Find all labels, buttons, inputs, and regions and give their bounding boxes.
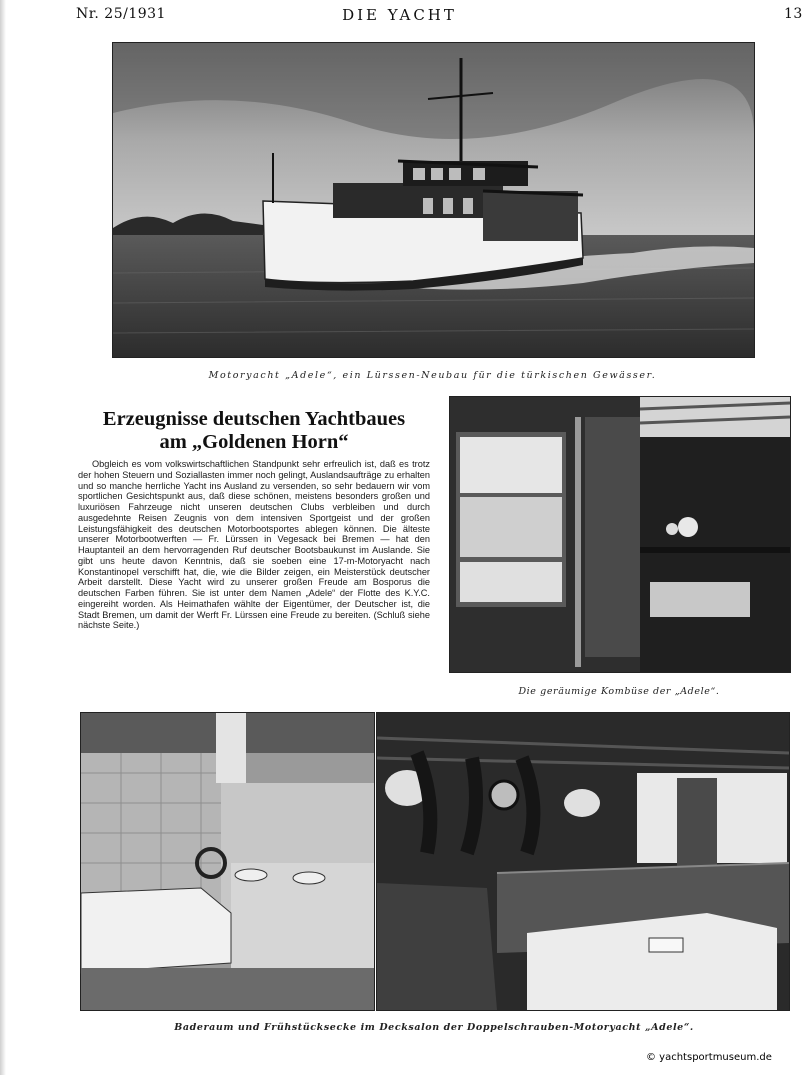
galley-photo-caption: Die geräumige Kombüse der „Adele“. [518, 686, 720, 697]
page-left-edge-shadow [0, 0, 6, 1075]
bottom-photos-caption: Baderaum und Frühstücksecke im Decksalon der Doppelschrauben-Motoryacht „Adele“. [174, 1022, 694, 1033]
yacht-photo [112, 42, 755, 358]
bathroom-photo [80, 712, 375, 1011]
headline-line-1: Erzeugnisse deutschen Yachtbaues [102, 408, 406, 430]
article-body [78, 459, 430, 631]
headline-line-2: am „Goldenen Horn“ [159, 431, 349, 453]
page-number: 13 [784, 6, 803, 22]
yacht-photo-caption: Motoryacht „Adele“, ein Lürssen-Neubau für die türkischen Gewässer. [208, 370, 657, 381]
breakfast-nook-photo [376, 712, 790, 1011]
issue-number: Nr. 25/1931 [76, 6, 166, 22]
article-body-text: Obgleich es vom volkswirtschaftlichen Standpunkt sehr erfreulich ist, daß es trotz der hohen Steuern und Soziallasten immer noch gelingt, Auslandsaufträge zu erhalten und so manche herrliche Yacht ins Ausland zu versenden, so sehr bedauern wir vom sportlichen Gesichtspunkt aus, daß diese schönen, meistens besonders großen und luxuriösen Fahrzeuge nicht unseren deutschen Clubs verbleiben und durch ausgedehnte Reisen Zeugnis von dem intensiven Sportgeist und der großen Leistungsfähigkeit des deutschen Motorbootsportes ablegen können. Die älteste unserer Motorbootwerften — Fr. Lürssen in Vegesack bei Bremen — hat den Hauptanteil an dem hervorragenden Ruf deutscher Bootsbaukunst im Auslande. Sie gibt uns heute davon Kenntnis, daß sie soeben eine 17-m-Motoryacht nach Konstantinopel verschifft hat, die, wie die Bilder zeigen, ein Meisterstück deutscher Arbeit darstellt. Diese Yacht wird zu unserer großen Freude am Bosporus die deutschen Farben führen. Sie ist unter dem Namen „Adele“ der Flotte des K.Y.C. eingereiht worden. Als Heimathafen wählte der Eigentümer, der Deutscher ist, die Stadt Bremen, um damit der Werft Fr. Lürssen eine Freude zu bereiten. [78, 459, 430, 620]
copyright-watermark: © yachtsportmuseum.de [646, 1052, 772, 1063]
masthead: DIE YACHT [342, 6, 457, 24]
article-continuation: (Schluß siehe nächste Seite.) [78, 609, 430, 631]
galley-photo [449, 396, 791, 673]
article-headline [76, 408, 432, 454]
